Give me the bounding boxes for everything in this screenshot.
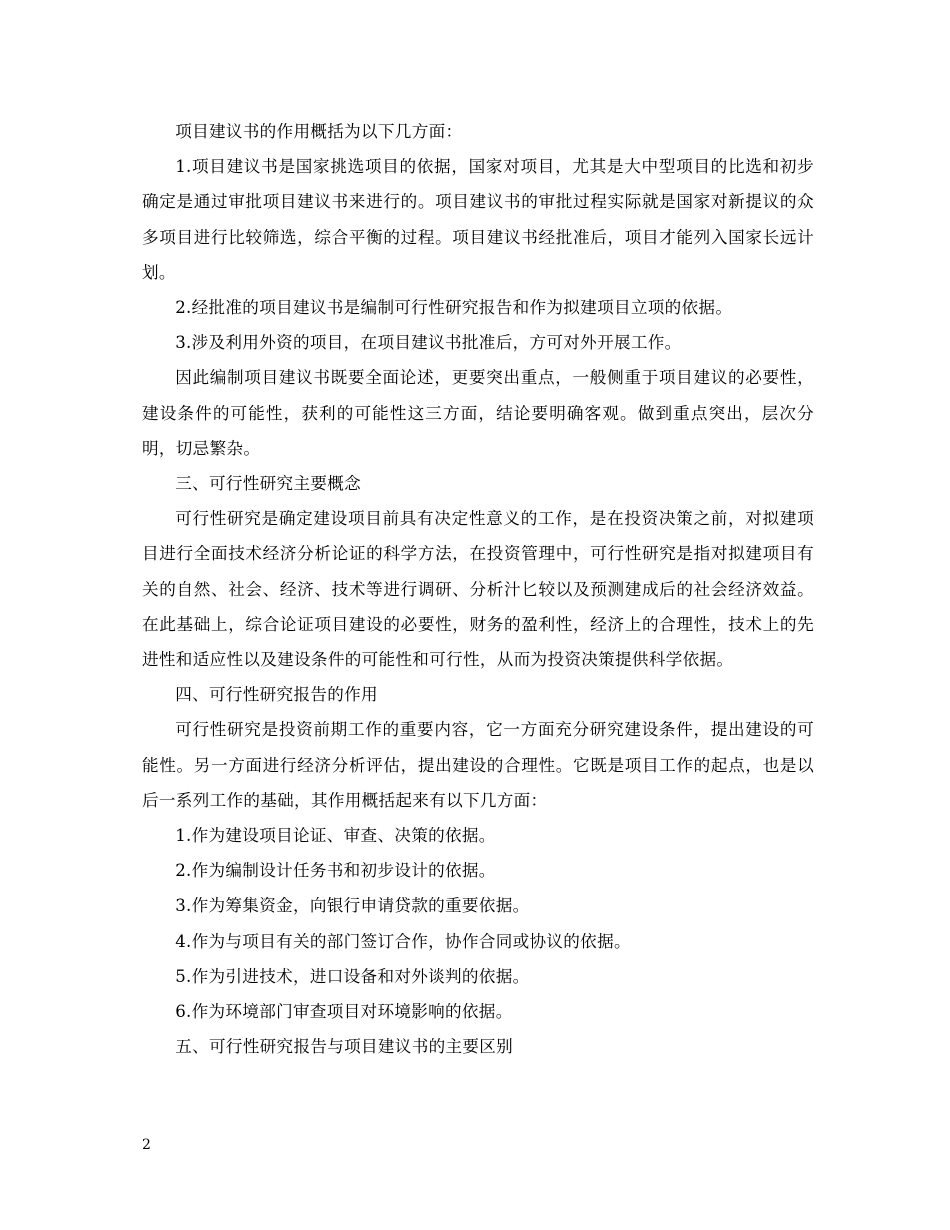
list-item-role-5: 5.作为引进技术，进口设备和对外谈判的依据。 xyxy=(175,966,530,986)
section-heading-3: 三、可行性研究主要概念 xyxy=(175,474,362,494)
list-item-role-3: 3.作为筹集资金，向银行申请贷款的重要依据。 xyxy=(175,896,530,916)
paragraph-item-3: 3.涉及利用外资的项目，在项目建议书批准后，方可对外开展工作。 xyxy=(175,333,682,353)
list-item-role-6: 6.作为环境部门审查项目对环境影响的依据。 xyxy=(175,1002,513,1022)
paragraph-item-2: 2.经批准的项目建议书是编制可行性研究报告和作为拟建项目立项的依据。 xyxy=(175,298,733,318)
list-item-role-1: 1.作为建设项目论证、审查、决策的依据。 xyxy=(175,826,496,846)
section-heading-4: 四、可行性研究报告的作用 xyxy=(175,685,378,705)
paragraph-item-1: 1.项目建议书是国家挑选项目的依据，国家对项目，尤其是大中型项目的比选和初步确定是通过审批项目建议书来进行的。项目建议书的审批过程实际就是国家对新提议的众多项目进行比较筛选，综合平衡的过程。项目建议书经批准后，项目才能列入国家长远计划。 xyxy=(142,157,814,282)
paragraph-feasibility-role: 可行性研究是投资前期工作的重要内容，它一方面充分研究建设条件，提出建设的可能性。另一方面进行经济分析评估，提出建设的合理性。它既是项目工作的起点，也是以后一系列工作的基础，其作用概括起来有以下几方面： xyxy=(142,720,814,810)
section-heading-5: 五、可行性研究报告与项目建议书的主要区别 xyxy=(175,1037,514,1057)
paragraph-intro: 项目建议书的作用概括为以下几方面： xyxy=(175,122,463,141)
paragraph-feasibility-concept: 可行性研究是确定建设项目前具有决定性意义的工作，是在投资决策之前，对拟建项目进行全面技术经济分析论证的科学方法，在投资管理中，可行性研究是指对拟建项目有关的自然、社会、经济、技术等进行调研、分析汁匕较以及预测建成后的社会经济效益。在此基础上，综合论证项目建设的必要性，财务的盈利性，经济上的合理性，技术上的先进性和适应性以及建设条件的可能性和可行性，从而为投资决策提供科学依据。 xyxy=(142,509,814,670)
list-item-role-2: 2.作为编制设计任务书和初步设计的依据。 xyxy=(175,861,496,881)
page-number: 2 xyxy=(142,1137,151,1153)
document-body xyxy=(142,114,814,1064)
list-item-role-4: 4.作为与项目有关的部门签订合作，协作合同或协议的依据。 xyxy=(175,931,631,951)
paragraph-summary: 因此编制项目建议书既要全面论述，更要突出重点，一般侧重于项目建议的必要性，建设条件的可能性，获利的可能性这三方面，结论要明确客观。做到重点突出，层次分明，切忌繁杂。 xyxy=(142,368,814,458)
